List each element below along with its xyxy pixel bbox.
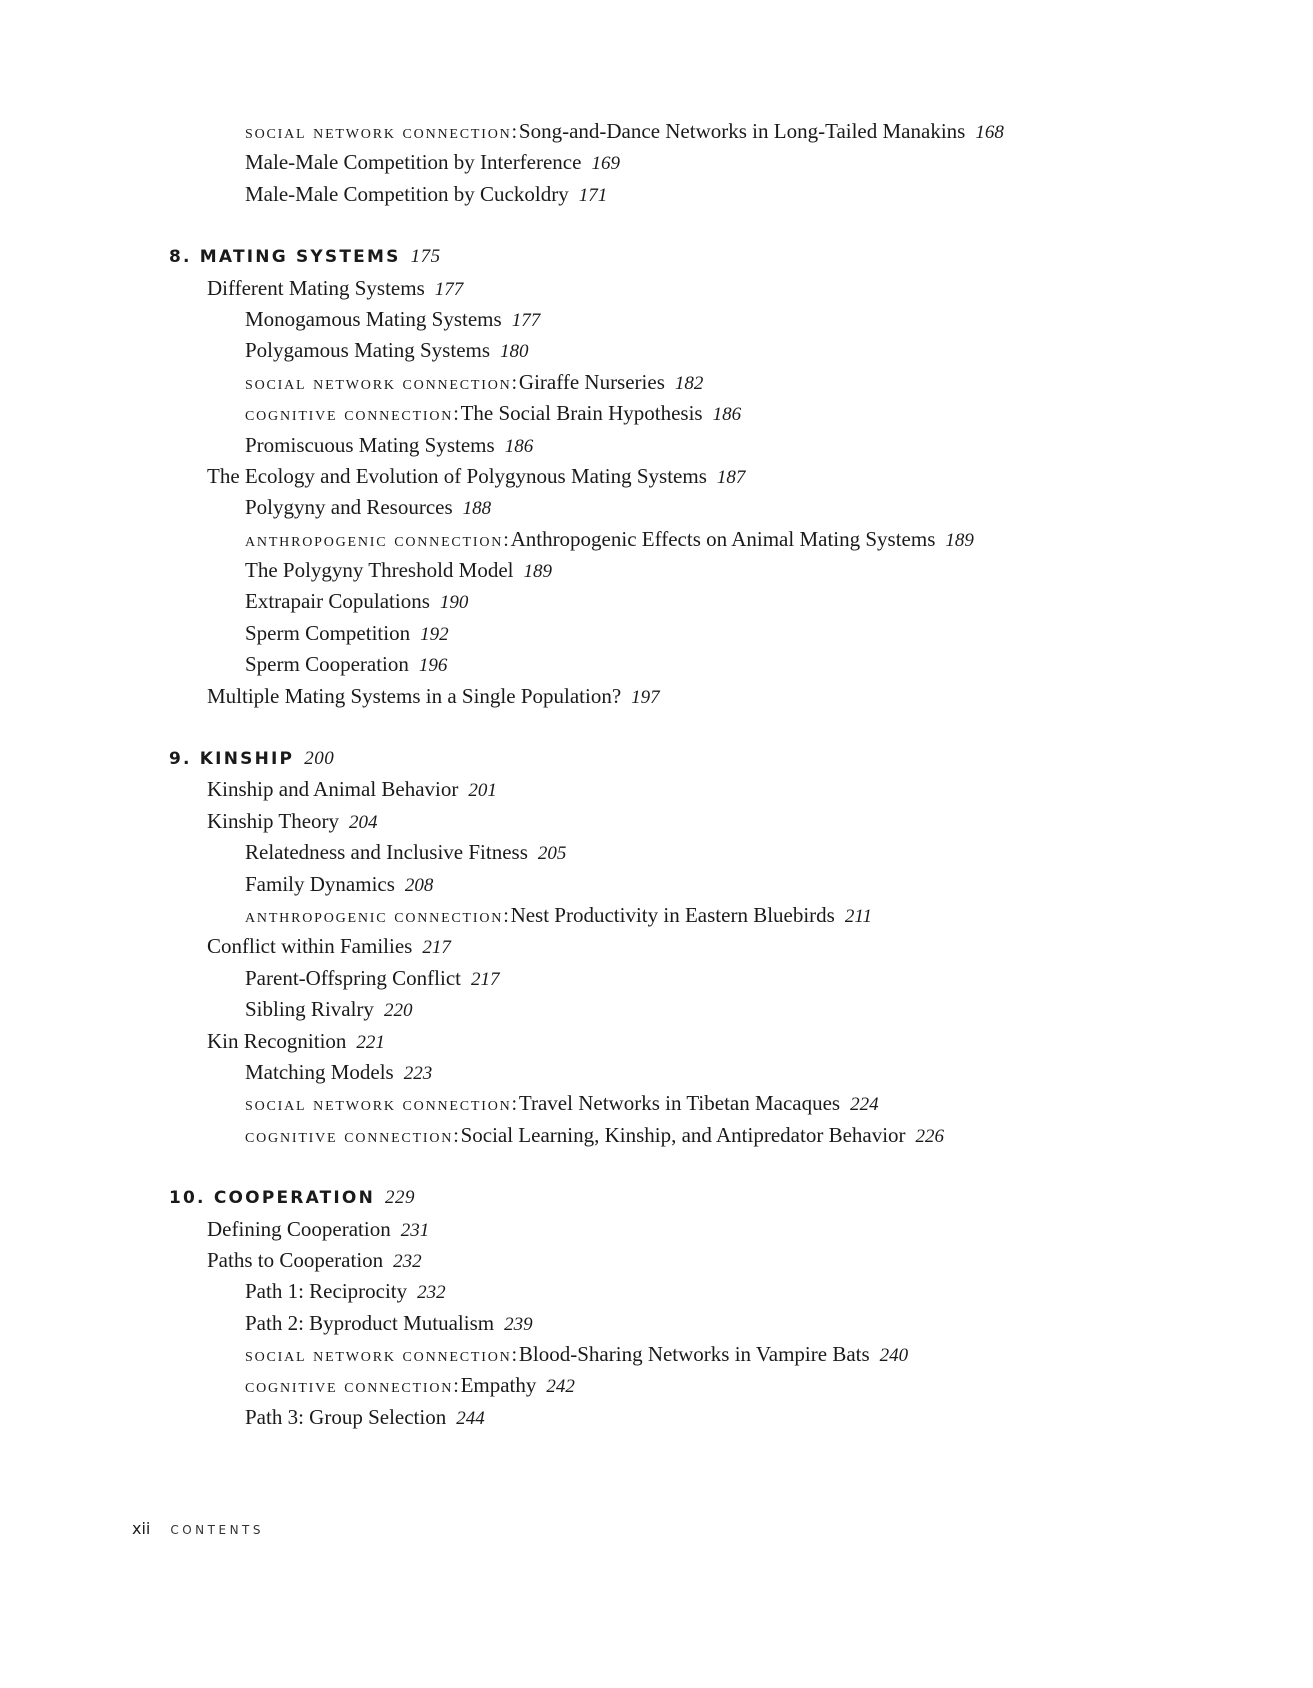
toc-entry	[0, 649, 1313, 680]
toc-entry	[0, 1026, 1313, 1057]
entry-page-number: 190	[439, 592, 469, 614]
entry-page-number: 208	[404, 874, 434, 896]
connection-label: cognitive connection:	[245, 403, 461, 426]
toc-entry	[0, 900, 1313, 931]
toc-entry	[0, 147, 1313, 178]
entry-title: The Polygyny Threshold Model	[245, 558, 514, 583]
entry-page-number: 200	[304, 748, 335, 770]
connection-label: social network connection:	[245, 371, 519, 394]
toc-entry	[0, 1308, 1313, 1339]
entry-page-number: 224	[850, 1094, 879, 1116]
entry-page-number: 223	[403, 1062, 433, 1084]
toc-entry	[0, 116, 1313, 147]
toc-entry	[0, 618, 1313, 649]
entry-page-number: 211	[844, 905, 872, 927]
toc-entry	[0, 1370, 1313, 1401]
toc-entry	[0, 774, 1313, 805]
entry-title: The Social Brain Hypothesis	[460, 401, 703, 426]
entry-page-number: 169	[591, 153, 620, 175]
entry-page-number: 204	[349, 811, 378, 833]
toc-entry	[0, 398, 1313, 429]
toc-entry	[0, 1120, 1313, 1151]
entry-title: Relatedness and Inclusive Fitness	[245, 840, 528, 865]
entry-page-number: 177	[511, 309, 541, 331]
page-number: xii	[132, 1519, 151, 1538]
connection-label: social network connection:	[245, 1344, 519, 1367]
entry-title: Blood-Sharing Networks in Vampire Bats	[518, 1342, 870, 1367]
entry-title: Promiscuous Mating Systems	[245, 432, 495, 457]
entry-page-number: 168	[975, 122, 1004, 143]
toc-entry	[0, 492, 1313, 523]
entry-page-number: 177	[434, 278, 464, 300]
entry-title: Path 1: Reciprocity	[245, 1279, 408, 1304]
connection-label: cognitive connection:	[245, 1375, 461, 1398]
toc-entry	[0, 837, 1313, 868]
running-head: CONTENTS	[170, 1523, 264, 1537]
connection-label: social network connection:	[245, 121, 519, 143]
entry-page-number: 192	[420, 623, 449, 645]
toc-entry	[0, 1276, 1313, 1307]
entry-title: Parent-Offspring Conflict	[245, 965, 461, 990]
toc-entry	[0, 806, 1313, 837]
entry-page-number: 175	[410, 246, 441, 268]
entry-title: Nest Productivity in Eastern Bluebirds	[510, 902, 835, 927]
entry-title: Extrapair Copulations	[245, 589, 430, 614]
entry-page-number: 186	[712, 404, 742, 426]
toc-entry	[0, 179, 1313, 210]
toc-entry	[0, 555, 1313, 586]
toc-entry	[0, 304, 1313, 335]
toc-entry	[0, 963, 1313, 994]
entry-title: Polygamous Mating Systems	[245, 338, 491, 363]
toc-entry	[0, 586, 1313, 617]
entry-title: Sibling Rivalry	[245, 997, 374, 1022]
connection-label: anthropogenic connection:	[245, 528, 511, 551]
entry-title: Male-Male Competition by Cuckoldry	[245, 181, 569, 206]
toc-entry	[0, 1088, 1313, 1119]
connection-label: social network connection:	[245, 1093, 519, 1116]
entry-title: Sperm Cooperation	[245, 652, 409, 677]
entry-page-number: 187	[716, 466, 746, 488]
entry-title: Social Learning, Kinship, and Antipredator Behavior	[460, 1122, 906, 1147]
chapter-heading	[0, 1182, 1313, 1213]
entry-title: Anthropogenic Effects on Animal Mating Systems	[510, 526, 936, 551]
entry-page-number: 242	[546, 1376, 575, 1398]
entry-page-number: 180	[500, 341, 529, 363]
entry-title: Polygyny and Resources	[245, 495, 453, 520]
toc-entry	[0, 1245, 1313, 1276]
entry-title: Kinship Theory	[207, 808, 340, 833]
entry-page-number: 229	[385, 1187, 416, 1209]
entry-page-number: 217	[471, 968, 500, 990]
entry-page-number: 244	[456, 1407, 485, 1429]
entry-page-number: 217	[422, 937, 451, 959]
toc-entry	[0, 335, 1313, 366]
entry-title: Kin Recognition	[207, 1028, 347, 1053]
entry-page-number: 226	[915, 1125, 945, 1147]
chapter-heading	[0, 743, 1313, 774]
entry-page-number: 232	[417, 1282, 446, 1304]
entry-title: Conflict within Families	[207, 934, 413, 959]
entry-page-number: 232	[393, 1250, 422, 1272]
entry-page-number: 189	[523, 561, 553, 583]
toc-entry	[0, 1402, 1313, 1433]
chapter-title: 8. MATING SYSTEMS	[169, 247, 401, 268]
entry-title: Empathy	[460, 1373, 537, 1398]
toc-entry	[0, 931, 1313, 962]
toc-entry	[0, 367, 1313, 398]
chapter-heading	[0, 241, 1313, 272]
entry-page-number: 186	[504, 435, 534, 457]
entry-page-number: 182	[674, 372, 704, 394]
entry-title: Kinship and Animal Behavior	[207, 777, 459, 802]
entry-page-number: 196	[418, 655, 448, 677]
chapter-title: 9. KINSHIP	[169, 749, 295, 770]
entry-page-number: 171	[578, 184, 608, 206]
entry-title: Different Mating Systems	[207, 275, 425, 300]
entry-page-number: 189	[945, 529, 974, 551]
entry-title: The Ecology and Evolution of Polygynous Mating Systems	[207, 463, 707, 488]
entry-page-number: 188	[462, 498, 492, 520]
entry-title: Monogamous Mating Systems	[245, 306, 502, 331]
entry-page-number: 221	[356, 1031, 385, 1053]
toc-entry	[0, 461, 1313, 492]
entry-title: Song-and-Dance Networks in Long-Tailed Manakins	[518, 119, 966, 143]
toc-entry	[0, 869, 1313, 900]
chapter-title: 10. COOPERATION	[169, 1188, 376, 1209]
toc-entry	[0, 681, 1313, 712]
table-of-contents	[0, 116, 1313, 1433]
entry-title: Giraffe Nurseries	[518, 369, 665, 394]
toc-entry	[0, 994, 1313, 1025]
entry-page-number: 197	[631, 686, 660, 708]
connection-label: cognitive connection:	[245, 1124, 461, 1147]
toc-entry	[0, 273, 1313, 304]
entry-page-number: 240	[879, 1345, 909, 1367]
entry-title: Defining Cooperation	[207, 1216, 391, 1241]
entry-title: Paths to Cooperation	[207, 1247, 384, 1272]
entry-title: Multiple Mating Systems in a Single Population?	[207, 683, 622, 708]
page-footer	[132, 1519, 264, 1539]
entry-page-number: 231	[400, 1219, 430, 1241]
entry-title: Family Dynamics	[245, 871, 395, 896]
entry-title: Path 2: Byproduct Mutualism	[245, 1310, 495, 1335]
entry-page-number: 220	[383, 1000, 413, 1022]
entry-title: Travel Networks in Tibetan Macaques	[518, 1091, 841, 1116]
entry-page-number: 239	[504, 1313, 533, 1335]
toc-entry	[0, 430, 1313, 461]
toc-entry	[0, 524, 1313, 555]
entry-title: Matching Models	[245, 1059, 394, 1084]
entry-page-number: 201	[468, 780, 497, 802]
entry-title: Male-Male Competition by Interference	[245, 150, 582, 175]
toc-entry	[0, 1057, 1313, 1088]
toc-entry	[0, 1339, 1313, 1370]
connection-label: anthropogenic connection:	[245, 904, 511, 927]
entry-page-number: 205	[537, 843, 567, 865]
entry-title: Sperm Competition	[245, 620, 411, 645]
toc-entry	[0, 1214, 1313, 1245]
entry-title: Path 3: Group Selection	[245, 1404, 447, 1429]
